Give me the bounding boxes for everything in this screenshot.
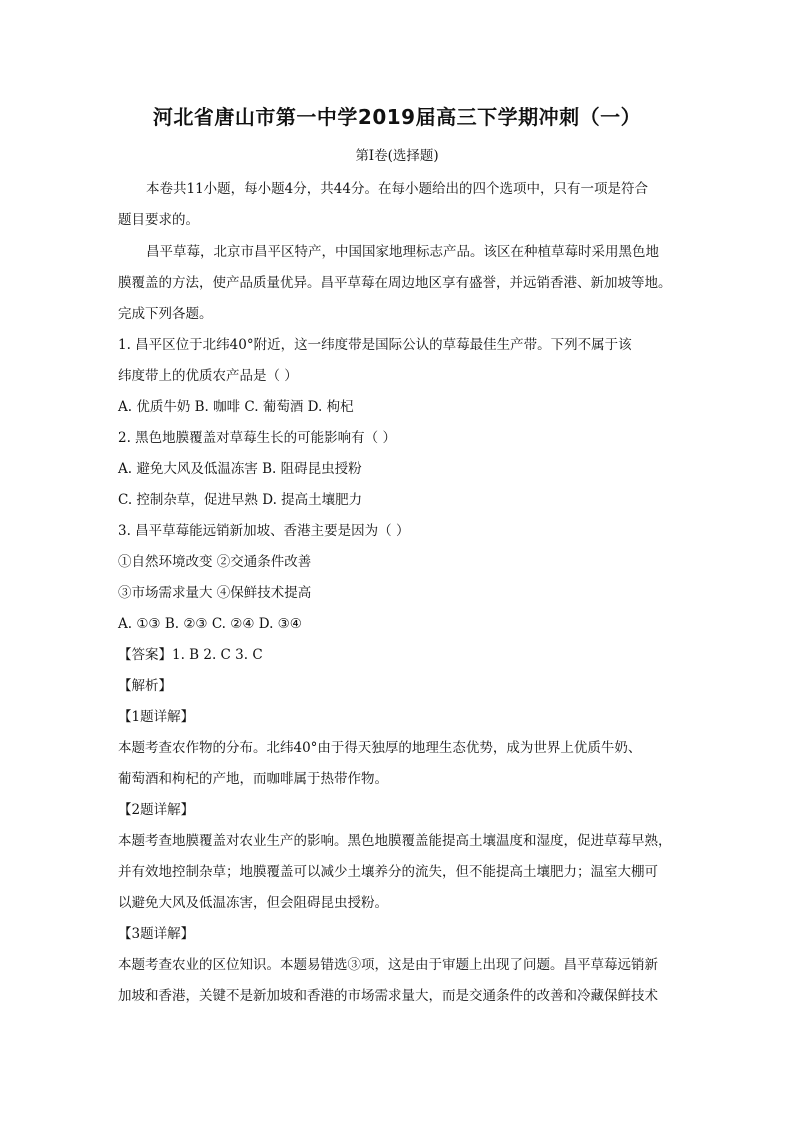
instructions-line: 题目要求的。 xyxy=(118,212,199,228)
analysis-2-heading: 【2题详解】 xyxy=(118,802,195,818)
section-heading: 第I卷(选择题) xyxy=(355,148,439,164)
analysis-1-text: 葡萄酒和枸杞的产地，而咖啡属于热带作物。 xyxy=(118,771,388,787)
passage-line: 昌平草莓，北京市昌平区特产，中国国家地理标志产品。该区在种植草莓时采用黑色地 xyxy=(146,244,659,260)
analysis-3-text: 加坡和香港，关键不是新加坡和香港的市场需求量大，而是交通条件的改善和冷藏保鲜技术 xyxy=(118,988,658,1004)
document-title: 河北省唐山市第一中学2019届高三下学期冲刺（一） xyxy=(152,105,642,129)
question-3: 3. 昌平草莓能远销新加坡、香港主要是因为（ ） xyxy=(118,523,410,539)
question-3-choices: ①自然环境改变 ②交通条件改善 xyxy=(118,554,312,570)
analysis-3-heading: 【3题详解】 xyxy=(118,926,195,942)
question-1-options: A. 优质牛奶 B. 咖啡 C. 葡萄酒 D. 枸杞 xyxy=(118,399,354,415)
question-2-options: C. 控制杂草，促进早熟 D. 提高土壤肥力 xyxy=(118,492,363,508)
analysis-2-text: 以避免大风及低温冻害，但会阻碍昆虫授粉。 xyxy=(118,895,388,911)
analysis-1-heading: 【1题详解】 xyxy=(118,709,195,725)
analysis-2-text: 并有效地控制杂草；地膜覆盖可以减少土壤养分的流失，但不能提高土壤肥力；温室大棚可 xyxy=(118,864,658,880)
analysis-heading: 【解析】 xyxy=(118,678,172,694)
question-2-options: A. 避免大风及低温冻害 B. 阻碍昆虫授粉 xyxy=(118,461,362,477)
answer-line: 【答案】1. B 2. C 3. C xyxy=(118,647,263,663)
analysis-3-text: 本题考查农业的区位知识。本题易错选③项，这是由于审题上出现了问题。昌平草莓远销新 xyxy=(118,957,658,973)
question-1: 1. 昌平区位于北纬40°附近，这一纬度带是国际公认的草莓最佳生产带。下列不属于该 xyxy=(118,337,632,353)
analysis-2-text: 本题考查地膜覆盖对农业生产的影响。黑色地膜覆盖能提高土壤温度和湿度，促进草莓早熟， xyxy=(118,833,672,849)
question-1: 纬度带上的优质农产品是（ ） xyxy=(118,368,298,384)
passage-line: 膜覆盖的方法，使产品质量优异。昌平草莓在周边地区享有盛誉，并远销香港、新加坡等地。 xyxy=(118,275,672,291)
passage-line: 完成下列各题。 xyxy=(118,306,213,322)
question-3-choices: ③市场需求量大 ④保鲜技术提高 xyxy=(118,585,312,601)
question-2: 2. 黑色地膜覆盖对草莓生长的可能影响有（ ） xyxy=(118,430,396,446)
analysis-1-text: 本题考查农作物的分布。北纬40°由于得天独厚的地理生态优势，成为世界上优质牛奶、 xyxy=(118,740,642,756)
instructions-line: 本卷共11小题，每小题4分，共44分。在每小题给出的四个选项中，只有一项是符合 xyxy=(146,181,648,197)
question-3-options: A. ①③ B. ②③ C. ②④ D. ③④ xyxy=(118,616,302,632)
